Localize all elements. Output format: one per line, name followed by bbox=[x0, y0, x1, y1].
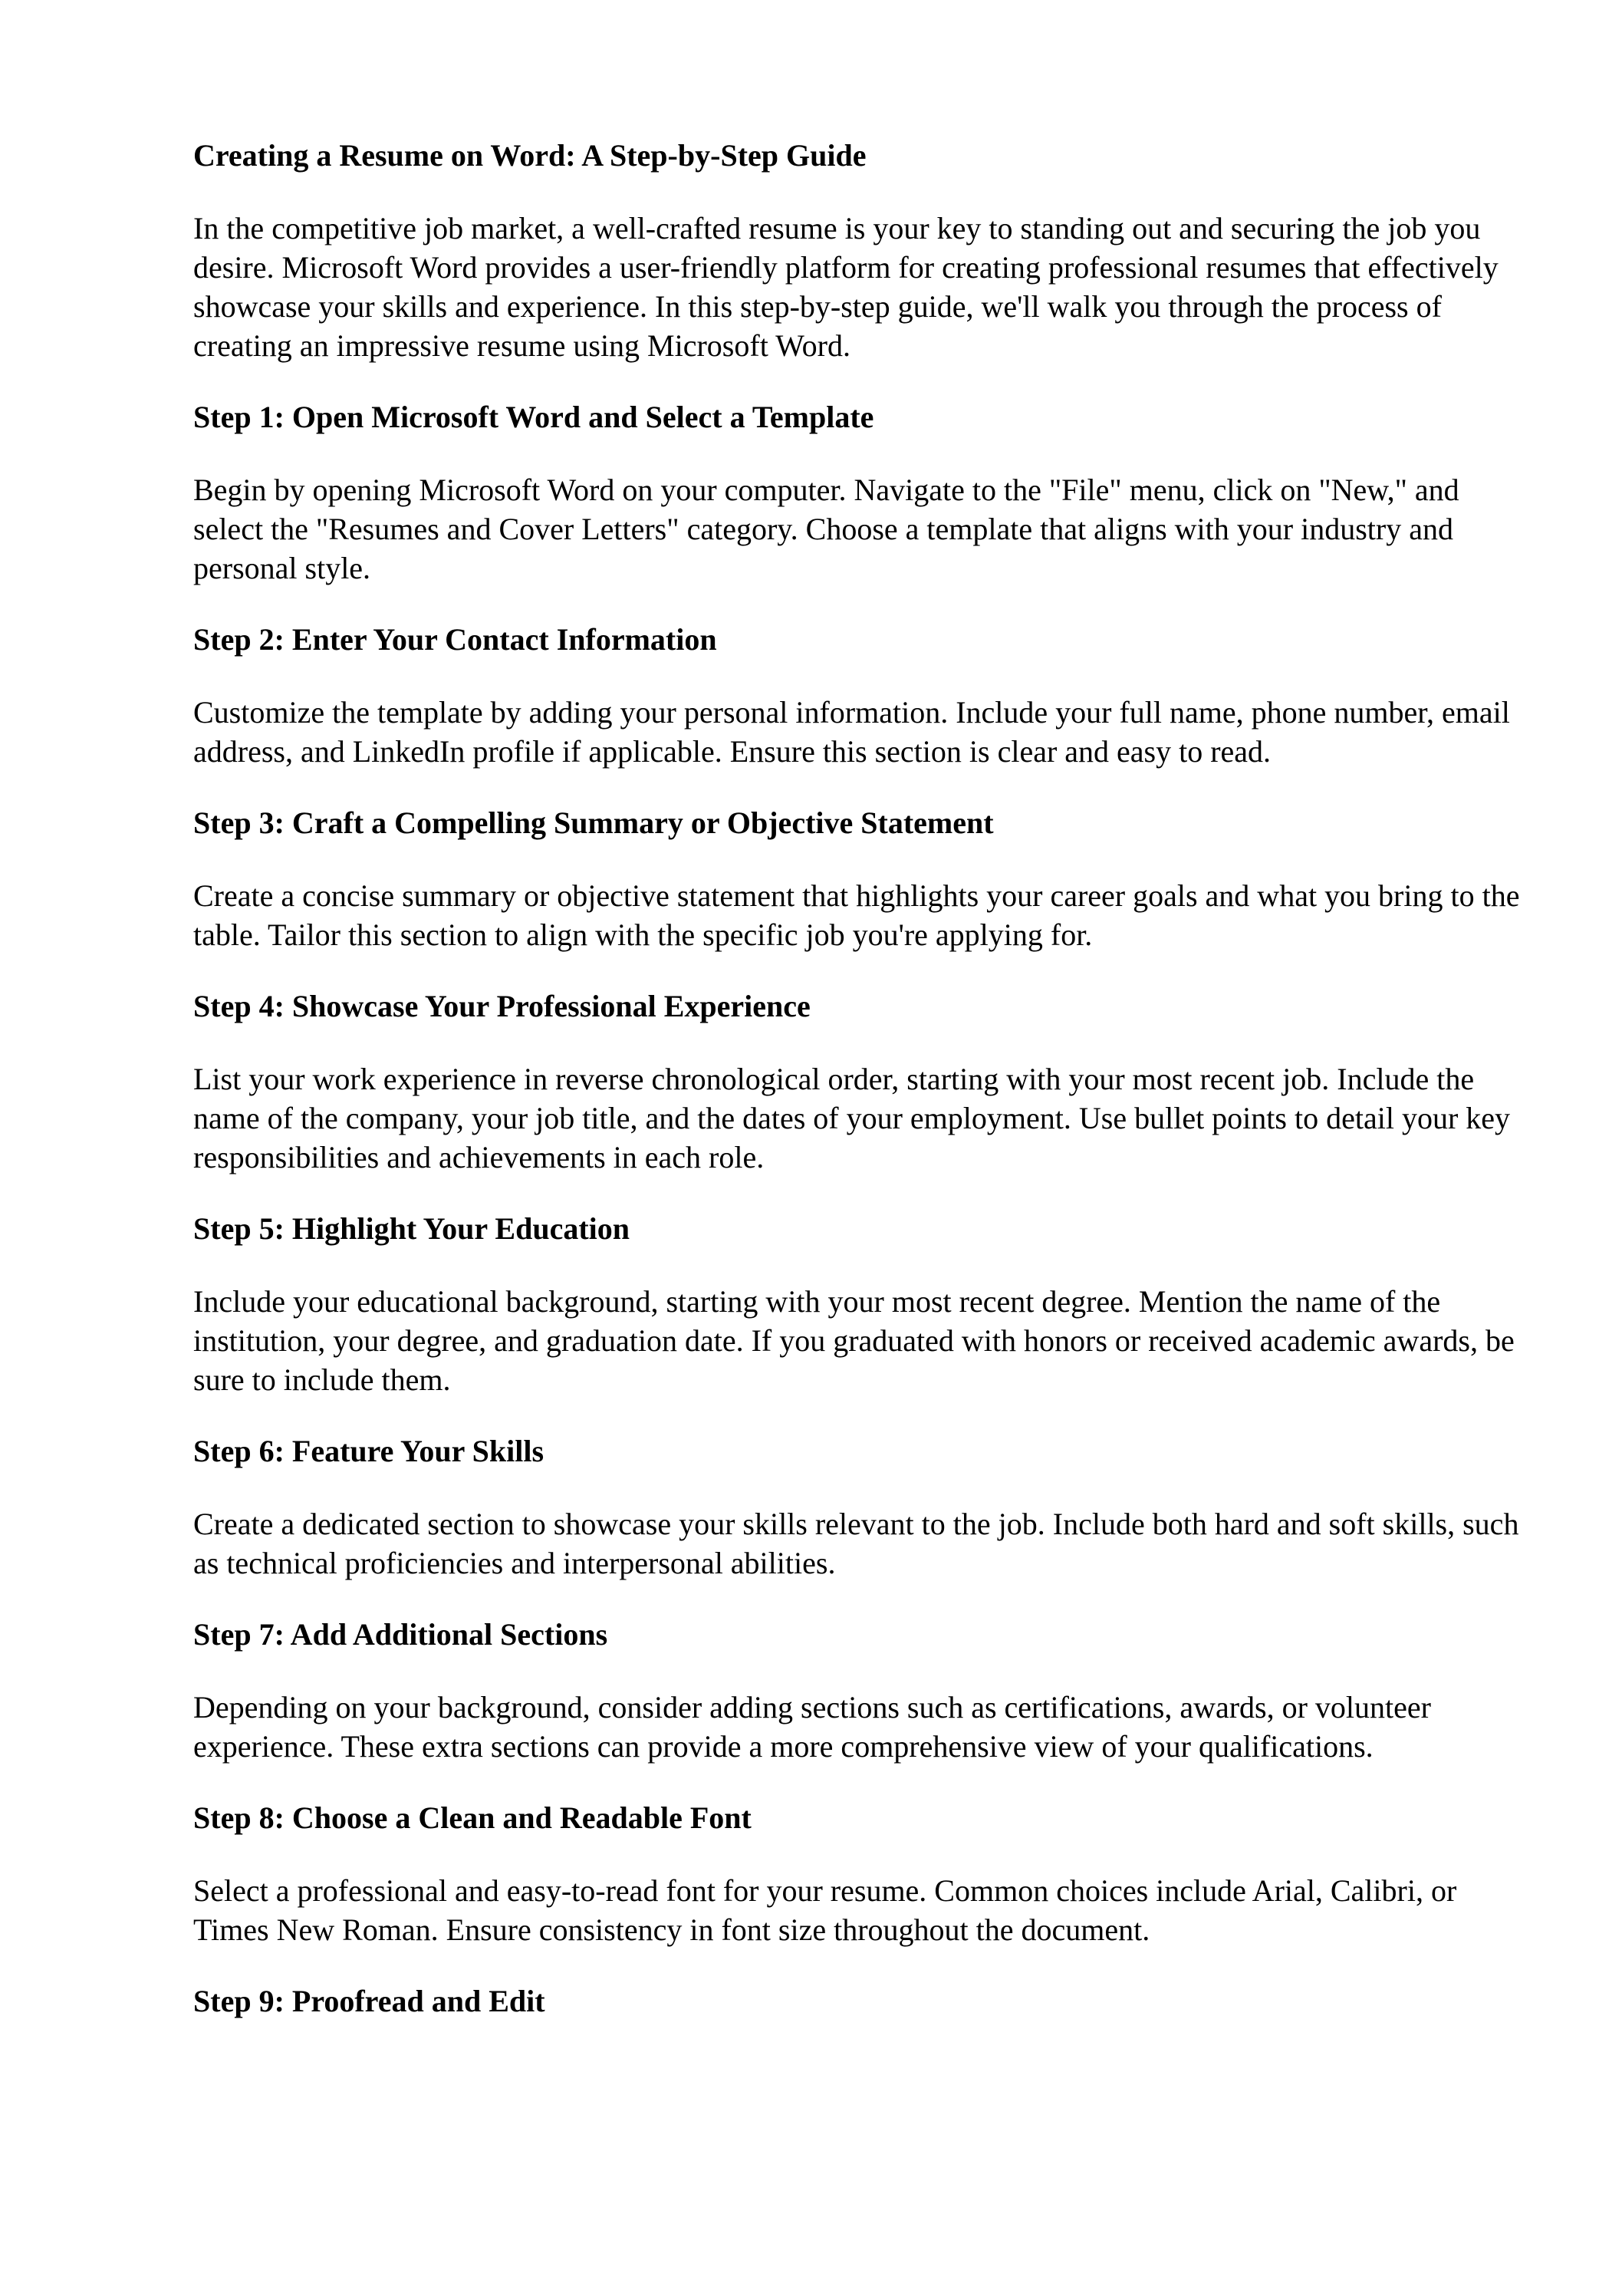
step-7-body: Depending on your background, consider adding sections such as certifications, awards, or volunteer experience. These extra sections can provide a more comprehensive view of your qualifications. bbox=[193, 1690, 1431, 1764]
step-3-body: Create a concise summary or objective statement that highlights your career goals and what you bring to the table. Tailor this section to align with the specific job you're applying for. bbox=[193, 878, 1520, 952]
step-8-body: Select a professional and easy-to-read font for your resume. Common choices include Arial, Calibri, or Times New Roman. Ensure consistency in font size throughout the document. bbox=[193, 1873, 1457, 1947]
step-4-body: List your work experience in reverse chronological order, starting with your most recent job. Include the name of the company, your job title, and the dates of your employment. Use bullet points to detail your key responsibilities and achievements in each role. bbox=[193, 1062, 1511, 1174]
step-5-body: Include your educational background, starting with your most recent degree. Mention the name of the institution, your degree, and graduation date. If you graduated with honors or received academic awards, be sure to include them. bbox=[193, 1284, 1515, 1397]
step-8-heading: Step 8: Choose a Clean and Readable Font bbox=[193, 1800, 752, 1835]
step-7-heading: Step 7: Add Additional Sections bbox=[193, 1617, 608, 1652]
step-6-heading: Step 6: Feature Your Skills bbox=[193, 1434, 545, 1468]
document-content bbox=[193, 137, 1535, 2054]
document-title: Creating a Resume on Word: A Step-by-Step Guide bbox=[193, 138, 867, 173]
step-4-heading: Step 4: Showcase Your Professional Experience bbox=[193, 989, 811, 1023]
step-9-heading: Step 9: Proofread and Edit bbox=[193, 1984, 545, 2018]
step-6-body: Create a dedicated section to showcase your skills relevant to the job. Include both hard and soft skills, such as technical proficiencies and interpersonal abilities. bbox=[193, 1507, 1519, 1580]
step-3-heading: Step 3: Craft a Compelling Summary or Objective Statement bbox=[193, 805, 994, 840]
step-1-body: Begin by opening Microsoft Word on your computer. Navigate to the "File" menu, click on "New," and select the "Resumes and Cover Letters" category. Choose a template that aligns with your industry and personal style. bbox=[193, 473, 1459, 585]
step-5-heading: Step 5: Highlight Your Education bbox=[193, 1211, 630, 1246]
step-1-heading: Step 1: Open Microsoft Word and Select a Template bbox=[193, 400, 874, 434]
step-2-body: Customize the template by adding your personal information. Include your full name, phone number, email address, and LinkedIn profile if applicable. Ensure this section is clear and easy to read. bbox=[193, 695, 1510, 769]
step-2-heading: Step 2: Enter Your Contact Information bbox=[193, 622, 717, 657]
intro-paragraph: In the competitive job market, a well-crafted resume is your key to standing out and securing the job you desire. Microsoft Word provides a user-friendly platform for creating professional resumes that effectively showcase your skills and experience. In this step-by-step guide, we'll walk you through the process of creating an impressive resume using Microsoft Word. bbox=[193, 211, 1499, 363]
